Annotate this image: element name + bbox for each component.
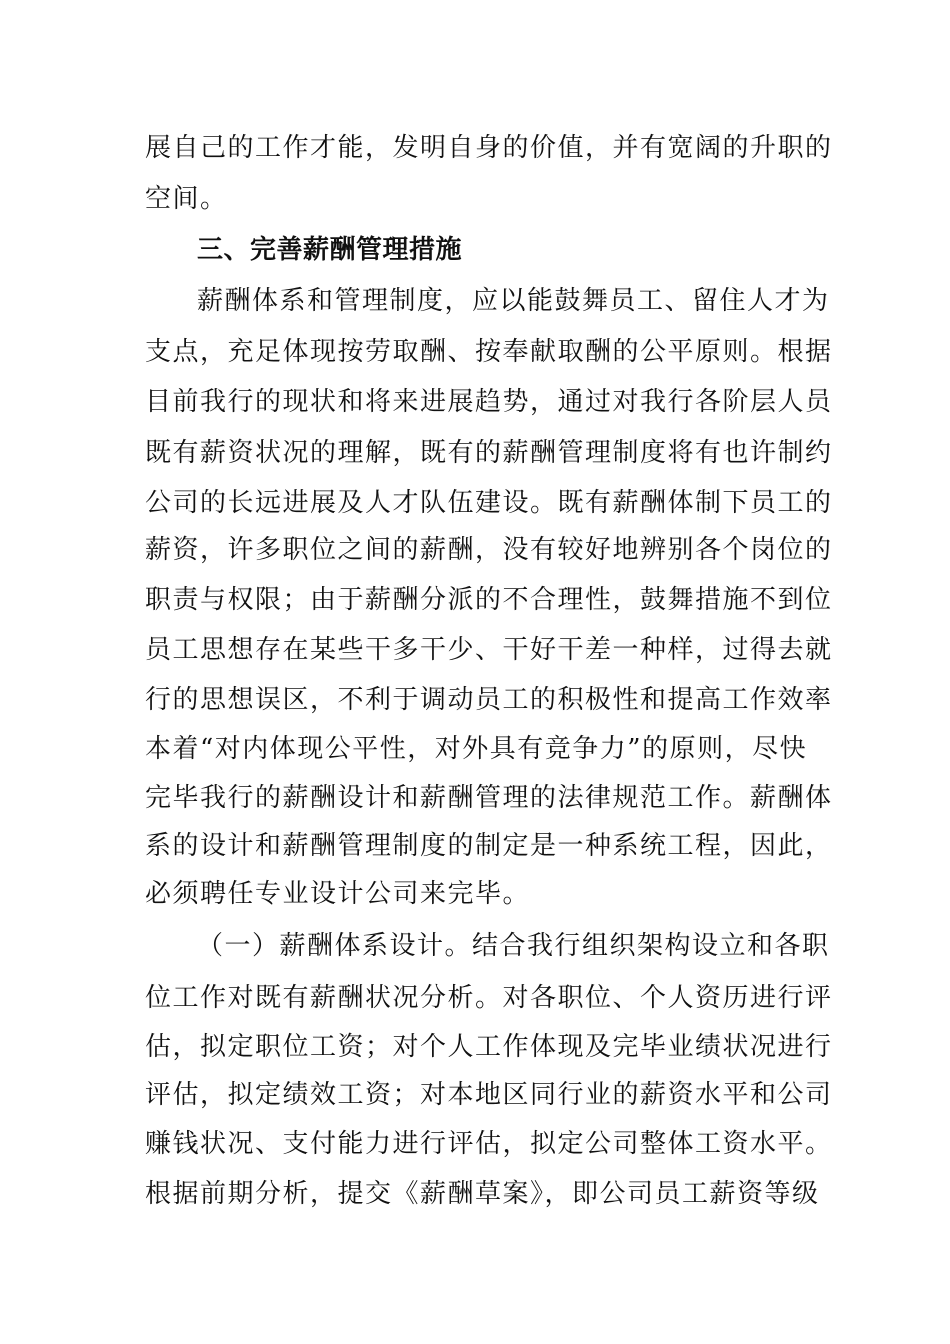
body-text-line: 薪资，许多职位之间的薪酬，没有较好地辨别各个岗位的 xyxy=(145,535,833,565)
body-text-line: 估，拟定职位工资；对个人工作体现及完毕业绩状况进行 xyxy=(145,1032,833,1062)
body-text-line: 根据前期分析，提交《薪酬草案》，即公司员工薪资等级 xyxy=(145,1179,820,1209)
body-text-line: 员工思想存在某些干多干少、干好干差一种样，过得去就 xyxy=(145,635,833,665)
body-text-line: （一）薪酬体系设计。结合我行组织架构设立和各职 xyxy=(197,931,830,961)
section-heading: 三、完善薪酬管理措施 xyxy=(197,235,463,265)
body-text-line: 展自己的工作才能，发明自身的价值，并有宽阔的升职的 xyxy=(145,133,833,163)
body-text-line: 位工作对既有薪酬状况分析。对各职位、个人资历进行评 xyxy=(145,983,833,1013)
body-text-line: 目前我行的现状和将来进展趋势，通过对我行各阶层人员 xyxy=(145,387,833,417)
body-text-line: 公司的长远进展及人才队伍建设。既有薪酬体制下员工的 xyxy=(145,488,833,518)
body-text-line: 职责与权限；由于薪酬分派的不合理性，鼓舞措施不到位 xyxy=(145,585,833,615)
body-text-line: 评估，拟定绩效工资；对本地区同行业的薪资水平和公司 xyxy=(145,1080,833,1110)
body-text-line: 赚钱状况、支付能力进行评估，拟定公司整体工资水平。 xyxy=(145,1129,833,1159)
body-text-line: 空间。 xyxy=(145,184,228,214)
body-text-line: 必须聘任专业设计公司来完毕。 xyxy=(145,879,531,909)
body-text-line: 既有薪资状况的理解，既有的薪酬管理制度将有也许制约 xyxy=(145,438,833,468)
body-text-line: 完毕我行的薪酬设计和薪酬管理的法律规范工作。薪酬体 xyxy=(145,783,833,813)
body-text-line: 行的思想误区，不利于调动员工的积极性和提高工作效率 xyxy=(145,685,833,715)
body-text-line: 系的设计和薪酬管理制度的制定是一种系统工程，因此， xyxy=(145,831,833,861)
body-text-line: 薪酬体系和管理制度，应以能鼓舞员工、留住人才为 xyxy=(197,286,830,316)
body-text-line: 支点，充足体现按劳取酬、按奉献取酬的公平原则。根据 xyxy=(145,337,833,367)
body-text-line: 本着“对内体现公平性，对外具有竞争力”的原则，尽快 xyxy=(145,734,808,764)
